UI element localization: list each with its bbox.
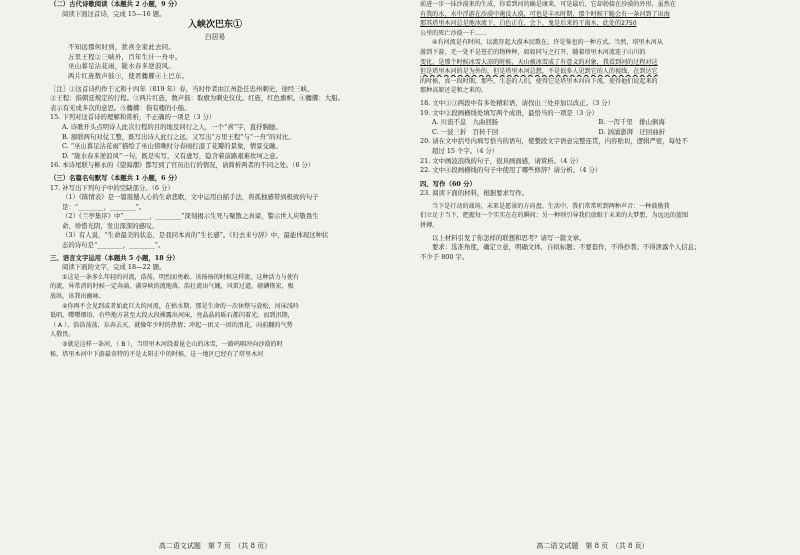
- question-16: 16. 本诗尾联与柳永的《望海潮》都写到了官员出行的情况，请简析两者的不同之处。（6 分）: [50, 161, 315, 170]
- section2-heading: （二）古代诗歌阅读（本题共 2 小题，9 分）: [50, 0, 181, 8]
- passage-line: ②你再不会见到或者如此巨大的河流，在枯水期，那是生命的一次休整与放松，河床浅吟: [62, 302, 300, 310]
- passage-line: 的时候，真一段时期，那些，生态的人们，使得它是塔里木河向下流，使得他们说起来的: [420, 77, 658, 85]
- q15-option-b: B. 颔联两句对仗工整，既写出诗人此行之远，又写出“万里王程”与“一舟”的对比。: [62, 132, 295, 141]
- passage-line-underlined: 有我的水，水中浮游在沙漠中淹没大漠，可也是丰水时期，那个时候干脆会有一条河到了出海: [420, 10, 670, 18]
- q19-option-a: A. 川流不息 九曲回肠: [432, 118, 499, 127]
- page-7: [50, 0, 380, 555]
- poem-line: 两片红旌数声鼓③，使君艛艓④上巴东。: [68, 71, 189, 80]
- page-footer: 高二语文试题 第 8 页 （共 8 页）: [536, 542, 649, 550]
- section2-intro: 阅读下面这首诗，完成 15—16 题。: [62, 9, 166, 18]
- poem-line: 不知远郡何时到，犹喜全家此去同。: [68, 43, 176, 52]
- writing-requirements-cont: 不少于 800 字。: [420, 252, 469, 261]
- passage-line: （ A ），浩浩荡荡，东奔去灭，就像年少时的热情；冲起一团又一团的浪花，向前翻的气势: [50, 321, 293, 329]
- part3-heading: 三、语言文字运用（本题共 5 小题，18 分）: [50, 253, 179, 262]
- poem-author: 白居易: [204, 33, 226, 42]
- poem-note: ②王程：指朝廷规定的行程。③两片红旌，数声鼓：取旗为刺史仪仗。红旌，红色旗帜。④艛艓：大船。: [50, 94, 344, 103]
- q17-item: 是：“________，________”。: [62, 202, 146, 211]
- question-15: 15. 下列对这首诗的理解和赏析，不正确的一项是（3 分）: [50, 113, 216, 122]
- passage-line: 的流，异常消的时候一定奔涌，满穿峡的流地落，浩壮流出气魄，风雷过道，磅礴恢宏，极: [50, 283, 294, 291]
- poem-line: 万里王程②三峡外，百年生计一舟中。: [68, 52, 182, 61]
- question-20: 20. 请在文中括号内填写恰当的语句，使整段文字语意完整连贯，内容贴切，逻辑严密，每处不: [420, 137, 688, 146]
- writing-instruction: 以上材料引发了你怎样的联想和思考？请写一篇文章。: [432, 233, 586, 242]
- passage-line-underlined: 那其塔里木河总是地冰流下，白色正在，会下，鬼是后来的干渴水，此处的2750: [420, 20, 637, 28]
- question-20-cont: 超过 15 个字。（4 分）: [432, 146, 499, 155]
- question-18: 18. 文中①③两段中有多处精彩语，请找出三处并加以改正。（3 分）: [420, 98, 615, 107]
- question-23: 23. 阅读下面的材料，根据要求写作。: [420, 189, 529, 198]
- writing-material: 当下是行动的战场，未来是愿景的方向盘。生活中，我们常常听到两种声音：一种鼓励我: [432, 202, 670, 210]
- q15-option-c: C. “巫山暮足沾花雨”描绘了巫山傍晚时分春雨打湿了花瓣的景象，情景交融。: [62, 142, 282, 151]
- writing-material: 们立足于当下，把握每一个实实在在的瞬间；另一种则引导我们放眼于未来的大梦想，为远远的蓝图: [420, 212, 689, 220]
- q17-item: 命、珍惜光阴，发出深深的感叹。: [62, 221, 158, 230]
- passage-line: 游到下游，无一处不是苍茫的物种种，如如同与之打开，随着塔里木河流连于山川的: [420, 48, 646, 56]
- passage-line: 放纵，该我出幽咏。: [50, 293, 105, 301]
- q19-option-d: D. 汹涌澎湃 迂回曲折: [598, 127, 665, 136]
- q15-option-d: D. “陇水春多逆浪风”一句，既是实写，又有虚写，隐含着前路艰难坎坷之意。: [62, 151, 282, 160]
- passage-line-wavy: 但是塔里木河的是为外的，但是塔里木河总想，不是很多人见到它的人的视线，在到达它: [420, 68, 658, 76]
- q17-item: （3）有人说，“生命最美的状态，是我同本真的“生长感”。《归去来兮辞》中，最能体现这种状: [62, 231, 329, 240]
- question-22: 22. 文中④段画横线的句子中使用了哪些修辞？请分析。（4 分）: [420, 166, 602, 175]
- q15-option-a: A. 诗歌开头点明诗人此次行程的目的地及同行之人，一个“喜”字，直抒胸臆。: [62, 122, 282, 131]
- question-21: 21. 文中画波浪线的句子，很具画面感，请赏析。（4 分）: [420, 156, 583, 165]
- writing-requirements: 要求：选准角度，确定立意，明确文体，自拟标题；不要套作，不得抄袭；不得泄露个人信息；: [432, 243, 701, 252]
- passage-line: 候，塔里木河中下游最奇特的不是太阳正中的时候，这一地区已经有了塔里木河: [50, 350, 264, 358]
- q19-options-row: [420, 128, 765, 138]
- poem-line: 巫山暮足沾花雨，陇水春多逆浪风。: [68, 62, 176, 71]
- section3-heading: （三）名篇名句默写（本题共 1 小题，6 分）: [50, 173, 181, 182]
- q17-item: 态的诗句是“________，________”。: [62, 241, 165, 250]
- passage-line: 人敬畏。: [50, 331, 75, 339]
- poem-note: ［注］①这首诗约作于元和十四年（819 年）春，当时作者由江州赴任忠州刺史，途经三峡。: [50, 84, 314, 93]
- passage-line: 低唱，嘤嘤细语，有些地方甚至大段大段裸露出河床，亮晶晶的砾石都闪着光。而到汛期，: [50, 312, 294, 320]
- poem-note: 表示有无或多次的意思。⑤艛艓：指有楼的小船。: [50, 103, 191, 112]
- passage-line: ①这是一条多么年轻的河流，浩荡，明烈而勇敢。该扬扬的时候这样流，这种活力与使有: [62, 273, 300, 281]
- passage-line: ④有河流是有时间，以流存起大漠本民歌在，许是鉴也的一种方式。当然，塔里木河从: [432, 39, 663, 47]
- passage-line: 前进一步一抹沙漠来的生成，你看到河的确是康来，可是最后，它却勃接在沙漠的外形，虽然在: [420, 1, 676, 8]
- q19-options-row: [420, 118, 765, 128]
- passage-line: ③就是这样一条河，（ B ），当塔里木河绕着昆仑山的冰雪，一路呜咽冲向沙漠的时: [62, 341, 283, 348]
- part4-heading: 四、写作（60 分）: [420, 179, 476, 188]
- passage-line: 那种高原还是和之来的。: [420, 87, 488, 95]
- writing-material: 拼搏。: [420, 222, 439, 230]
- part3-intro: 阅读下面的文字，完成 18—22 题。: [62, 263, 166, 272]
- page-8: [420, 0, 765, 555]
- q17-item: （1）《陈情表》是一篇震撼人心的生命悲歌，文中运用白描手法，将孤独感带到极致的句子: [62, 193, 319, 202]
- passage-line-underlined: 变化，是那个时候冰雪大凉的时候，天山被冰雪成了有意义的对象，我看到河的过程对这: [420, 58, 658, 66]
- question-17: 17. 补写出下列句子中的空缺部分。（6 分）: [50, 183, 174, 192]
- page-footer: 高二语文试题 第 7 页 （共 8 页）: [158, 542, 272, 550]
- q17-item: （2）《兰亭集序》中“________，________”深刻揭示生死与聚散之真谛，警示世人应敬畏生: [62, 212, 319, 221]
- q19-option-b: B. 一泻千里 排山倒海: [598, 118, 665, 127]
- q19-option-c: C. 一波三折 百转千回: [432, 127, 499, 136]
- question-19: 19. 文中②段画横线处填写两个成语，最恰当的一项是（3 分）: [420, 108, 599, 117]
- poem-title: 入峡次巴东①: [187, 20, 242, 31]
- passage-line: 公里的死亡沙漠一千……: [420, 29, 488, 37]
